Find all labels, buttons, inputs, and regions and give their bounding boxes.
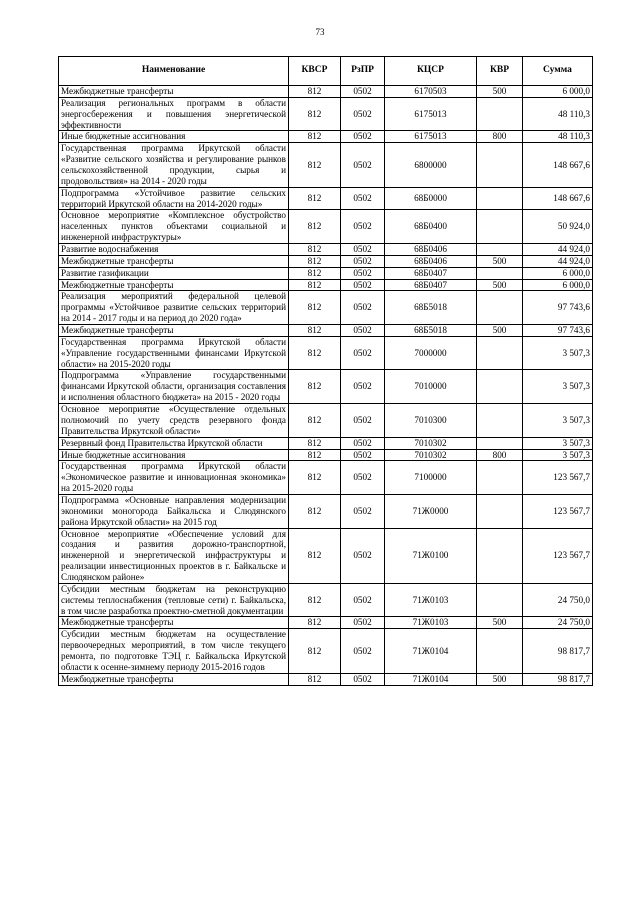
budget-table [58,56,593,686]
cell-name: Развитие водоснабжения [59,244,289,256]
cell-rzpr: 0502 [341,187,385,210]
cell-name: Субсидии местным бюджетам на реконструкцию системы теплоснабжения (тепловые сети) г. Байкальска, в том числе разработка проектно-сметной документации [59,583,289,617]
cell-rzpr: 0502 [341,583,385,617]
cell-kcsr: 7000000 [385,336,477,370]
cell-kvr [477,143,523,187]
cell-sum: 3 507,3 [523,336,593,370]
cell-name: Основное мероприятие «Обеспечение условий для создания и развития дорожно-транспортной, инженерной и энергетической инфраструктуры и реализации инвестиционных проектов в г. Байкальске и Слюдянском районе» [59,528,289,583]
cell-kcsr: 7100000 [385,461,477,495]
cell-sum: 6 000,0 [523,267,593,279]
cell-sum: 148 667,6 [523,143,593,187]
cell-kvr: 500 [477,279,523,291]
cell-kvr: 500 [477,673,523,685]
cell-rzpr: 0502 [341,210,385,244]
cell-kvr [477,528,523,583]
cell-rzpr: 0502 [341,370,385,404]
cell-sum: 98 817,7 [523,629,593,673]
cell-sum: 123 567,7 [523,461,593,495]
cell-kcsr: 68Б0406 [385,244,477,256]
header-kvr: КВР [477,57,523,86]
cell-name: Субсидии местным бюджетам на осуществление первоочередных мероприятий, в том числе текущего ремонта, по подготовке ТЭЦ г. Байкальска Иркутской области к осенне-зимнему периоду 2015-2016 годов [59,629,289,673]
cell-rzpr: 0502 [341,279,385,291]
cell-kcsr: 7010302 [385,437,477,449]
cell-kvr [477,494,523,528]
table-header-row [59,57,593,86]
cell-name: Государственная программа Иркутской области «Управление государственными финансами Иркутской области» на 2015-2020 годы [59,336,289,370]
cell-name: Государственная программа Иркутской области «Развитие сельского хозяйства и регулирование рынков сельскохозяйственной продукции, сырья и продовольствия» на 2014 - 2020 годы [59,143,289,187]
cell-name: Межбюджетные трансферты [59,255,289,267]
cell-kcsr: 68Б0407 [385,267,477,279]
cell-kcsr: 7010000 [385,370,477,404]
cell-kcsr: 71Ж0100 [385,528,477,583]
cell-kvsr: 812 [289,370,341,404]
cell-rzpr: 0502 [341,461,385,495]
cell-kvsr: 812 [289,528,341,583]
header-kvsr: КВСР [289,57,341,86]
cell-kvr [477,370,523,404]
table-row [59,370,593,404]
cell-kvsr: 812 [289,143,341,187]
cell-kvsr: 812 [289,629,341,673]
cell-name: Межбюджетные трансферты [59,673,289,685]
table-row [59,461,593,495]
table-row [59,673,593,685]
cell-kvr: 500 [477,325,523,337]
cell-kvr [477,267,523,279]
cell-name: Основное мероприятие «Комплексное обустройство населенных пунктов объектами социальной и инженерной инфраструктуры» [59,210,289,244]
cell-kvr [477,336,523,370]
table-row [59,449,593,461]
cell-sum: 97 743,6 [523,325,593,337]
cell-rzpr: 0502 [341,449,385,461]
cell-kcsr: 7010302 [385,449,477,461]
cell-sum: 123 567,7 [523,494,593,528]
cell-kvsr: 812 [289,494,341,528]
cell-rzpr: 0502 [341,404,385,438]
cell-kcsr: 68Б5018 [385,325,477,337]
cell-kcsr: 6170503 [385,86,477,98]
cell-kvr [477,583,523,617]
cell-rzpr: 0502 [341,86,385,98]
cell-kvsr: 812 [289,210,341,244]
cell-rzpr: 0502 [341,336,385,370]
cell-kvsr: 812 [289,583,341,617]
table-row [59,437,593,449]
cell-kcsr: 68Б0000 [385,187,477,210]
table-row [59,97,593,131]
cell-kvsr: 812 [289,449,341,461]
cell-sum: 97 743,6 [523,291,593,325]
cell-rzpr: 0502 [341,97,385,131]
table-row [59,86,593,98]
cell-kvr: 500 [477,86,523,98]
cell-kcsr: 68Б5018 [385,291,477,325]
cell-name: Межбюджетные трансферты [59,279,289,291]
header-sum: Сумма [523,57,593,86]
cell-sum: 6 000,0 [523,279,593,291]
cell-sum: 123 567,7 [523,528,593,583]
header-rzpr: РзПР [341,57,385,86]
cell-name: Основное мероприятие «Осуществление отдельных полномочий по учету средств резервного фонда Правительства Иркутской области» [59,404,289,438]
table-row [59,279,593,291]
cell-kcsr: 68Б0407 [385,279,477,291]
table-row [59,325,593,337]
cell-kcsr: 71Ж0000 [385,494,477,528]
cell-kvr: 800 [477,131,523,143]
cell-name: Развитие газификации [59,267,289,279]
table-row [59,583,593,617]
cell-kvsr: 812 [289,336,341,370]
cell-rzpr: 0502 [341,244,385,256]
table-row [59,131,593,143]
cell-kvsr: 812 [289,86,341,98]
table-row [59,187,593,210]
cell-kvr [477,187,523,210]
header-kcsr: КЦСР [385,57,477,86]
table-row [59,629,593,673]
cell-sum: 3 507,3 [523,404,593,438]
cell-kvr: 500 [477,617,523,629]
cell-kvsr: 812 [289,617,341,629]
cell-rzpr: 0502 [341,528,385,583]
cell-name: Межбюджетные трансферты [59,325,289,337]
cell-name: Иные бюджетные ассигнования [59,131,289,143]
table-row [59,255,593,267]
cell-sum: 48 110,3 [523,97,593,131]
table-row [59,528,593,583]
cell-name: Реализация мероприятий федеральной целевой программы «Устойчивое развитие сельских территорий на 2014 - 2017 годы и на период до 2020 года» [59,291,289,325]
cell-sum: 44 924,0 [523,255,593,267]
cell-kvsr: 812 [289,461,341,495]
cell-rzpr: 0502 [341,143,385,187]
cell-kcsr: 71Ж0104 [385,629,477,673]
cell-kvr [477,244,523,256]
page-number: 73 [315,27,325,37]
table-row [59,210,593,244]
cell-rzpr: 0502 [341,325,385,337]
cell-sum: 3 507,3 [523,449,593,461]
cell-rzpr: 0502 [341,617,385,629]
table-row [59,291,593,325]
cell-sum: 3 507,3 [523,437,593,449]
cell-kvr: 800 [477,449,523,461]
cell-sum: 24 750,0 [523,583,593,617]
cell-kvr [477,404,523,438]
cell-name: Реализация региональных программ в области энергосбережения и повышения энергетической эффективности [59,97,289,131]
cell-name: Межбюджетные трансферты [59,86,289,98]
cell-kcsr: 71Ж0103 [385,583,477,617]
cell-rzpr: 0502 [341,629,385,673]
cell-kvr [477,437,523,449]
cell-name: Подпрограмма «Устойчивое развитие сельских территорий Иркутской области на 2014-2020 годы» [59,187,289,210]
cell-rzpr: 0502 [341,255,385,267]
cell-kvsr: 812 [289,131,341,143]
cell-kvsr: 812 [289,97,341,131]
cell-kvsr: 812 [289,673,341,685]
cell-rzpr: 0502 [341,494,385,528]
cell-kcsr: 6175013 [385,97,477,131]
cell-sum: 50 924,0 [523,210,593,244]
cell-kvsr: 812 [289,279,341,291]
table-row [59,267,593,279]
cell-kvr [477,97,523,131]
table-row [59,617,593,629]
header-name: Наименование [59,57,289,86]
cell-kvr [477,291,523,325]
cell-kcsr: 68Б0400 [385,210,477,244]
table-row [59,404,593,438]
cell-rzpr: 0502 [341,267,385,279]
cell-kvsr: 812 [289,255,341,267]
cell-sum: 98 817,7 [523,673,593,685]
table-row [59,244,593,256]
cell-sum: 44 924,0 [523,244,593,256]
cell-kvr [477,461,523,495]
cell-name: Иные бюджетные ассигнования [59,449,289,461]
cell-name: Резервный фонд Правительства Иркутской области [59,437,289,449]
cell-kvsr: 812 [289,244,341,256]
table-row [59,494,593,528]
cell-kvsr: 812 [289,291,341,325]
cell-kvr [477,629,523,673]
cell-name: Межбюджетные трансферты [59,617,289,629]
cell-sum: 6 000,0 [523,86,593,98]
cell-kvsr: 812 [289,325,341,337]
cell-sum: 24 750,0 [523,617,593,629]
cell-kcsr: 7010300 [385,404,477,438]
cell-kvsr: 812 [289,187,341,210]
cell-rzpr: 0502 [341,437,385,449]
cell-sum: 48 110,3 [523,131,593,143]
cell-sum: 148 667,6 [523,187,593,210]
cell-name: Подпрограмма «Основные направления модернизации экономики моногорода Байкальска и Слюдянского района Иркутской области» на 2015 год [59,494,289,528]
cell-rzpr: 0502 [341,291,385,325]
table-row [59,336,593,370]
table-row [59,143,593,187]
cell-kvsr: 812 [289,267,341,279]
cell-kvr [477,210,523,244]
cell-kcsr: 68Б0406 [385,255,477,267]
cell-rzpr: 0502 [341,131,385,143]
cell-kvr: 500 [477,255,523,267]
cell-sum: 3 507,3 [523,370,593,404]
cell-kvsr: 812 [289,437,341,449]
cell-kcsr: 6175013 [385,131,477,143]
cell-kcsr: 6800000 [385,143,477,187]
cell-rzpr: 0502 [341,673,385,685]
cell-kcsr: 71Ж0104 [385,673,477,685]
cell-kvsr: 812 [289,404,341,438]
cell-name: Государственная программа Иркутской области «Экономическое развитие и инновационная экономика» на 2015-2020 годы [59,461,289,495]
cell-name: Подпрограмма «Управление государственными финансами Иркутской области, организация составления и исполнения областного бюджета» на 2015 - 2020 годы [59,370,289,404]
cell-kcsr: 71Ж0103 [385,617,477,629]
